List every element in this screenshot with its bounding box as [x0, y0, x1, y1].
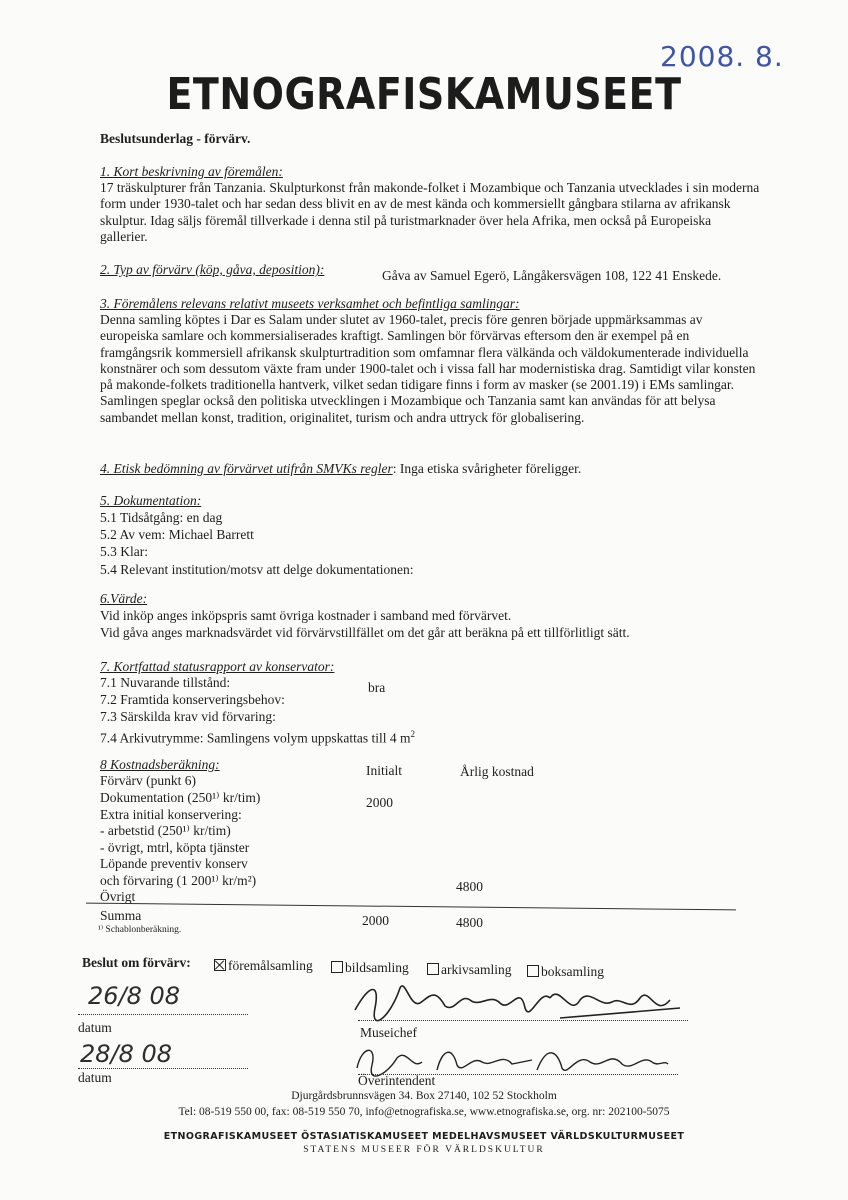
section-8-heading: 8 Kostnadsberäkning: [100, 757, 220, 772]
checkbox-icon[interactable] [527, 965, 539, 977]
decision-option-label: boksamling [541, 964, 604, 979]
column-annual: Årlig kostnad [460, 764, 534, 779]
footnote: ¹⁾ Schablonberäkning. [98, 925, 182, 935]
section-5-line-4: 5.4 Relevant institution/motsv att delge dokumentationen: [100, 562, 414, 577]
section-7-line-1: 7.1 Nuvarande tillstånd: [100, 675, 231, 690]
section-3-text: Denna samling köptes i Dar es Salam under slutet av 1960-talet, precis före genren började uppmärksammas av europeiska samlare och kommersialiserades kraftigt. Samlingen bör förvärvas eftersom den är exempel på en framgångsrik kommersiell afrikansk skulpturtradition som omfamnar flera välkända och väldokumenterade individuella konstnärer och som dessutom växte fram under 1900-talet och i vissa fall har modernistiska drag. Samtidigt vilar konsten på makonde-folkets traditionella hantverk, vilket sedan tidigare finns i form av masker (se 2001.19) i EMs samlingar. Samlingen speglar också den politiska utvecklingen i Mozambique och Tanzania samt kan användas för att belysa sambandet mellan konst, tradition, originalitet, turism och andra uttryck för globalisering. [100, 312, 756, 425]
section-5-heading: 5. Dokumentation: [100, 493, 202, 508]
museum-logo: ETNOGRAFISKAMUSEET [166, 68, 682, 120]
section-5-line-3: 5.3 Klar: [100, 544, 148, 559]
decision-label: Beslut om förvärv: [82, 955, 191, 970]
section-7-heading: 7. Kortfattad statusrapport av konservator: [100, 659, 335, 674]
section-7-line-2: 7.2 Framtida konserveringsbehov: [100, 692, 285, 707]
section-6-line-1: Vid inköp anges inköpspris samt övriga kostnader i samband med förvärvet. [100, 608, 512, 623]
handwritten-date-1: 26/8 08 [88, 982, 181, 1010]
section-4-value: : Inga etiska svårigheter föreligger. [392, 461, 582, 476]
section-5-line-1: 5.1 Tidsåtgång: en dag [100, 510, 223, 525]
cost-row-7: och förvaring (1 200¹⁾ kr/m²) [100, 873, 257, 888]
document-title: Beslutsunderlag - förvärv. [100, 131, 251, 146]
sum-rule [86, 903, 736, 911]
footer-museums: ETNOGRAFISKAMUSEET ÖSTASIATISKAMUSEET MEDELHAVSMUSEET VÄRLDSKULTURMUSEET [163, 1131, 685, 1142]
section-2-heading: 2. Typ av förvärv (köp, gåva, deposition): [100, 262, 325, 277]
decision-option-label: bildsamling [345, 960, 409, 975]
cost-row-2-initial: 2000 [366, 795, 393, 810]
cost-row-1: Förvärv (punkt 6) [100, 773, 196, 788]
section-4-row [100, 461, 581, 477]
role-museichef: Museichef [360, 1025, 417, 1040]
sum-initial: 2000 [362, 913, 389, 928]
signature-1-line [358, 1020, 688, 1021]
handwritten-date-2: 28/8 08 [80, 1040, 173, 1068]
section-6-line-2: Vid gåva anges marknadsvärdet vid förvärvstillfället om det går att beräkna på ett tillförlitligt sätt. [100, 625, 630, 640]
cost-row-7-annual: 4800 [456, 879, 483, 894]
date-1-line [78, 1014, 248, 1015]
cost-row-6: Löpande preventiv konserv [100, 856, 248, 871]
section-7-line-1-value: bra [368, 680, 386, 695]
cost-row-3: Extra initial konservering: [100, 807, 242, 822]
checkbox-icon[interactable] [427, 963, 439, 975]
date-1-label: datum [78, 1020, 112, 1035]
cost-row-5: - övrigt, mtrl, köpta tjänster [100, 840, 250, 855]
section-5-line-2: 5.2 Av vem: Michael Barrett [100, 527, 254, 542]
sum-label: Summa [100, 908, 142, 923]
decision-option-2[interactable] [331, 960, 409, 976]
footer-address: Djurgårdsbrunnsvägen 34. Box 27140, 102 52 Stockholm [291, 1090, 557, 1102]
section-3-heading: 3. Föremålens relevans relativt museets verksamhet och befintliga samlingar: [100, 296, 520, 311]
section-4-heading: 4. Etisk bedömning av förvärvet utifrån SMVKs regler [100, 461, 393, 476]
column-initial: Initialt [366, 763, 402, 778]
section-6-heading: 6.Värde: [100, 591, 148, 606]
decision-option-1[interactable] [214, 958, 313, 974]
date-2-label: datum [78, 1070, 112, 1085]
handwritten-accession-number: 2008. 8. [660, 40, 784, 73]
role-overintendent: Överintendent [358, 1073, 436, 1088]
section-1-heading: 1. Kort beskrivning av föremålen: [100, 164, 283, 179]
date-2-line [78, 1068, 248, 1069]
sum-annual: 4800 [456, 915, 483, 930]
cost-row-2: Dokumentation (250¹⁾ kr/tim) [100, 790, 261, 805]
decision-option-label: arkivsamling [441, 962, 512, 977]
section-7-line-3: 7.3 Särskilda krav vid förvaring: [100, 709, 276, 724]
superscript-2: 2 [410, 729, 415, 739]
checkbox-icon[interactable] [331, 961, 343, 973]
section-7-line-4-text: 7.4 Arkivutrymme: Samlingens volym uppskattas till 4 m [100, 730, 411, 746]
footer-contact: Tel: 08-519 550 00, fax: 08-519 550 70, info@etnografiska.se, www.etnografiska.se, org. nr: 202100-5075 [178, 1106, 670, 1118]
checked-box-icon[interactable] [214, 959, 226, 971]
decision-option-3[interactable] [427, 962, 512, 978]
cost-row-4: - arbetstid (250¹⁾ kr/tim) [100, 823, 231, 838]
decision-option-label: föremålsamling [228, 958, 313, 973]
footer-agency: STATENS MUSEER FÖR VÄRLDSKULTUR [303, 1145, 545, 1155]
section-2-value: Gåva av Samuel Egerö, Långåkersvägen 108, 122 41 Enskede. [382, 268, 722, 283]
section-1-text: 17 träskulpturer från Tanzania. Skulpturkonst från makonde-folket i Mozambique och Tanzania utvecklades i sin moderna form under 1930-talet och har sedan dess blivit en av de mest kända och kommersiellt gångbara stilarna av afrikansk skulptur. Idag säljs föremål tillverkade i denna stil på turistmarknader över hela Afrika, men också på Europeiska gallerier. [100, 180, 760, 244]
cost-row-8: Övrigt [100, 889, 136, 904]
section-7-line-4 [100, 726, 415, 747]
